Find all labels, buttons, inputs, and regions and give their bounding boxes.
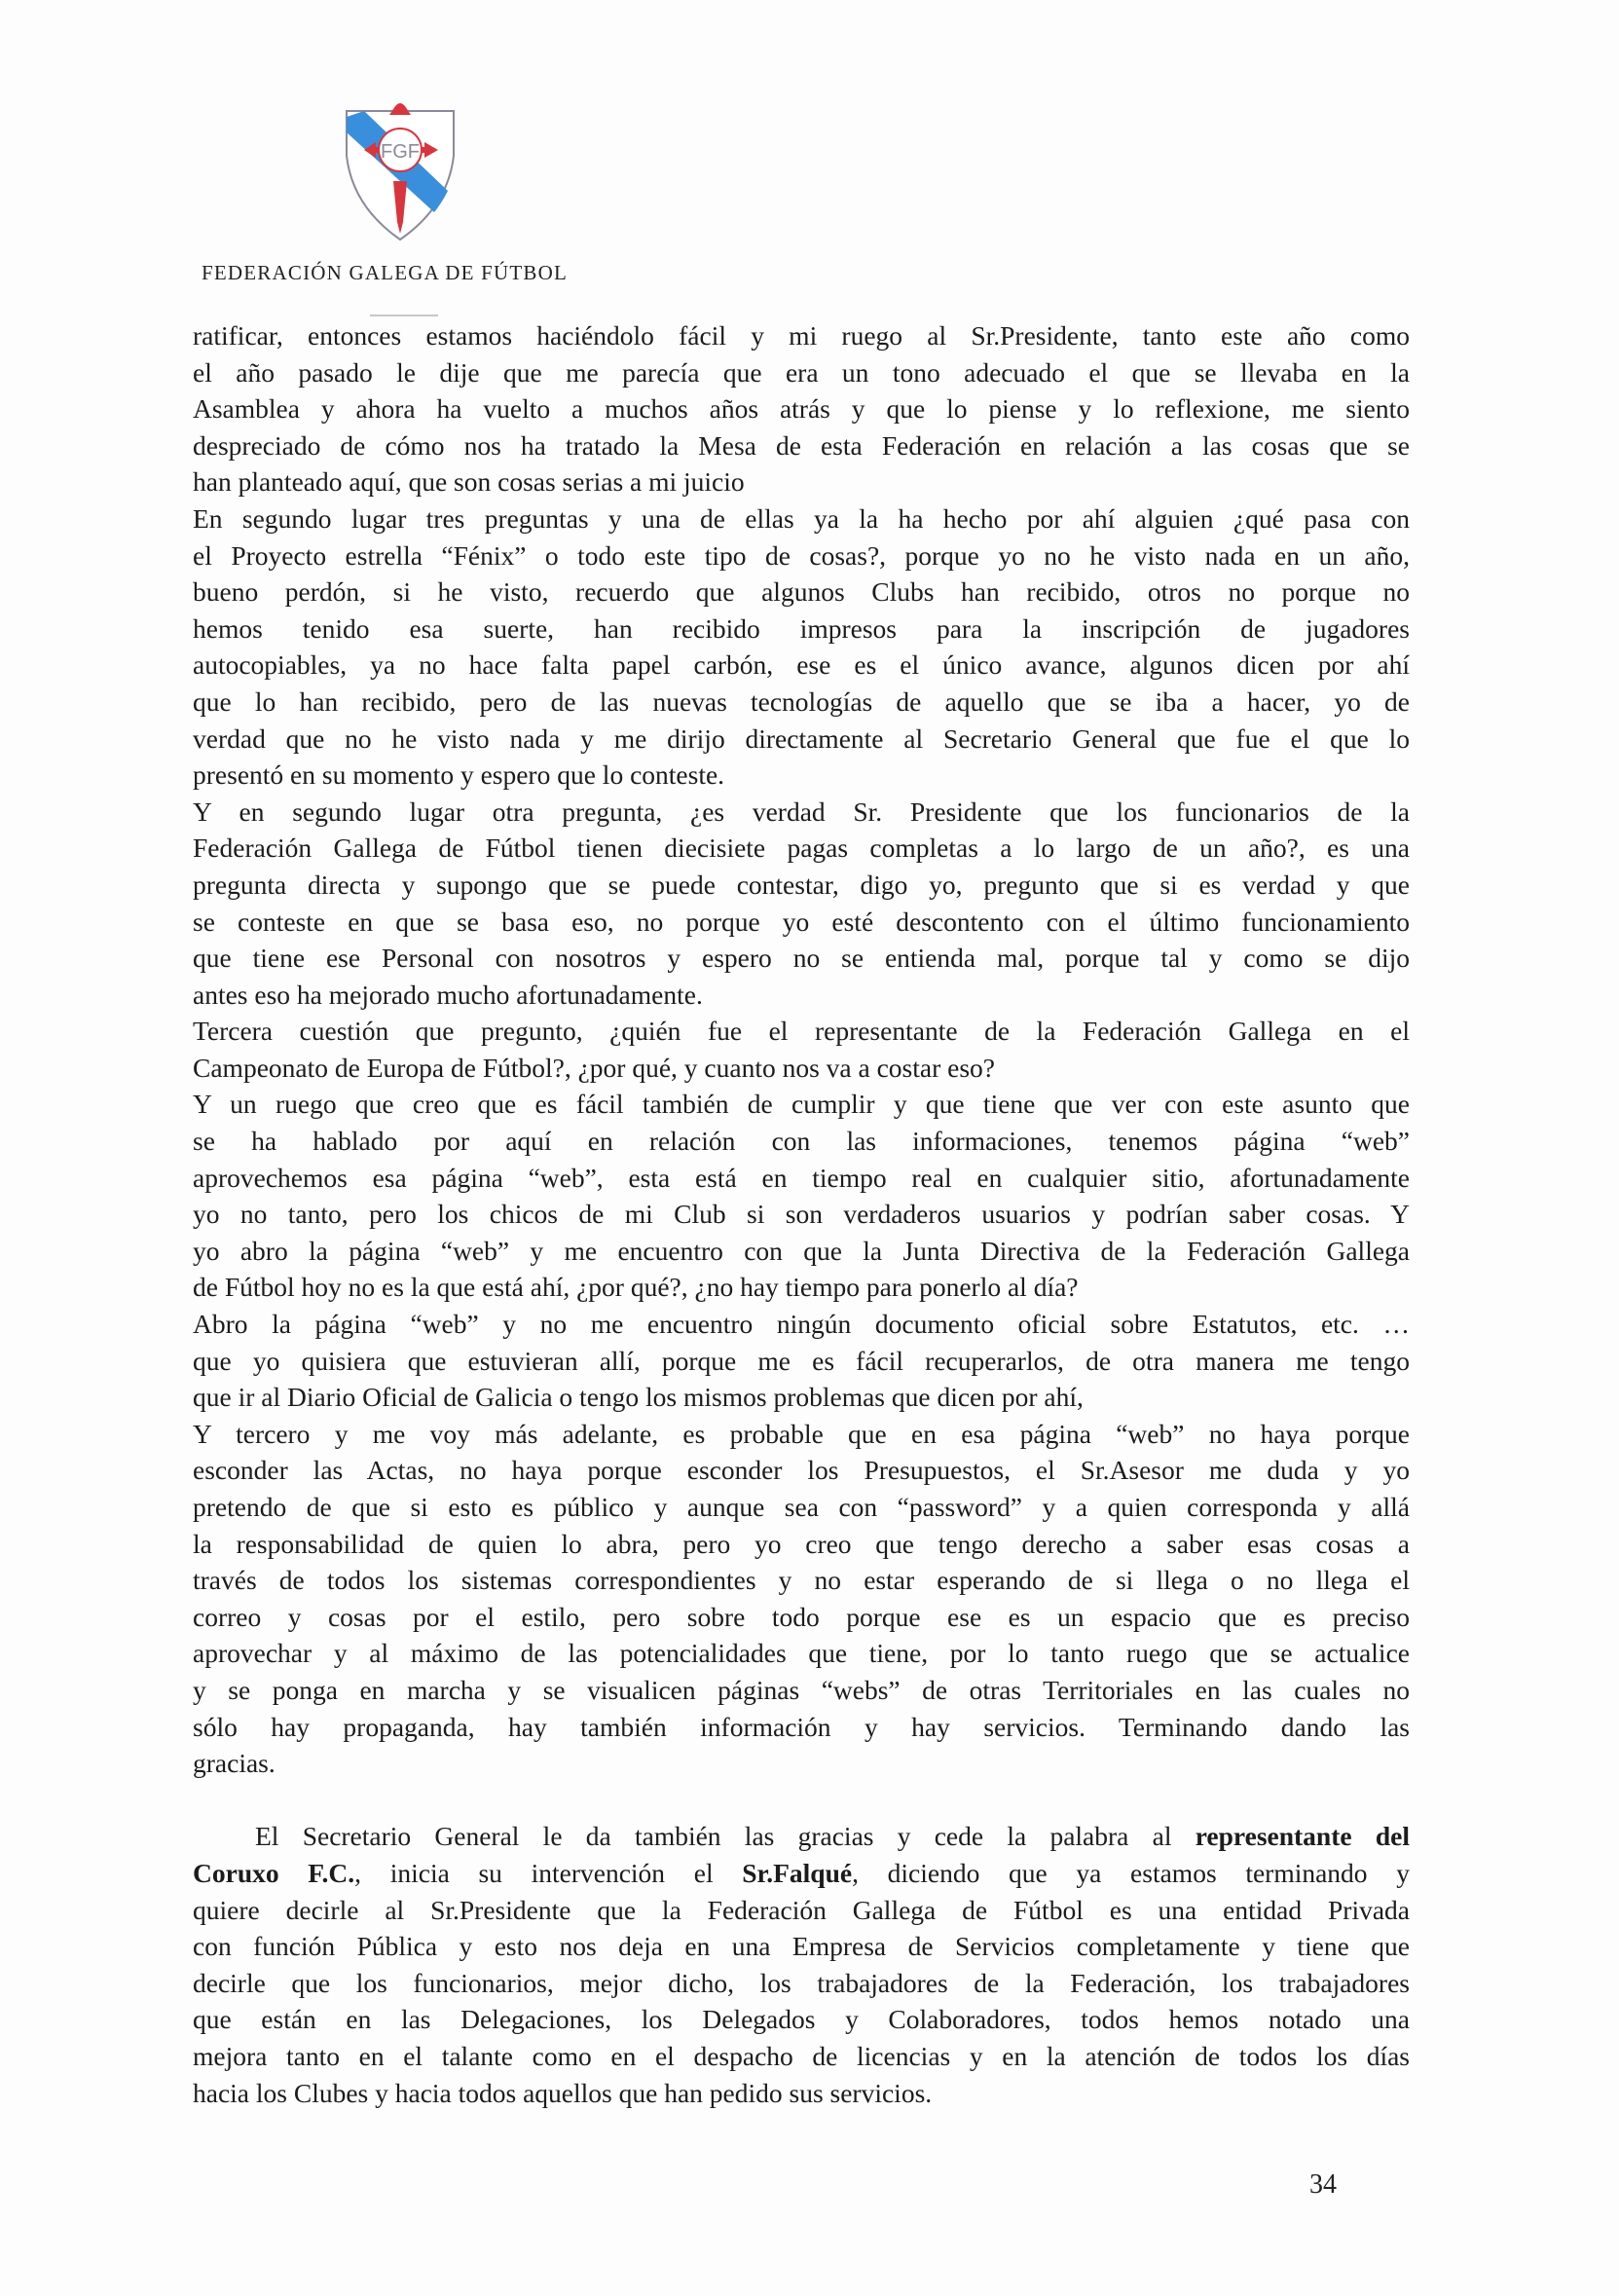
paragraph-2: [193, 500, 1410, 794]
text-line: Coruxo F.C., inicia su intervención el Sr.Falqué, diciendo que ya estamos terminando y: [193, 1857, 1410, 1888]
bold-speaker-name: Sr.Falqué: [742, 1857, 853, 1888]
bold-club-name: Coruxo F.C.: [193, 1857, 355, 1888]
text-line: mejora tanto en el talante como en el despacho de licencias y en la atención de todos los días: [193, 2040, 1410, 2071]
paragraph-4: [193, 1013, 1410, 1086]
text-line: yo no tanto, pero los chicos de mi Club si son verdaderos usuarios y podrían saber cosas. Y: [193, 1199, 1410, 1230]
text-line: la responsabilidad de quien lo abra, pero yo creo que tengo derecho a saber esas cosas a: [193, 1528, 1410, 1559]
text-line: Asamblea y ahora ha vuelto a muchos años atrás y que lo piense y lo reflexione, me siento: [193, 393, 1410, 425]
text-line: presentó en su momento y espero que lo conteste.: [193, 759, 725, 791]
text-line: Y en segundo lugar otra pregunta, ¿es verdad Sr. Presidente que los funcionarios de la: [193, 796, 1410, 827]
document-body: [193, 317, 1410, 2111]
text-line: correo y cosas por el estilo, pero sobre todo porque ese es un espacio que es preciso: [193, 1601, 1410, 1632]
text-line: El Secretario General le da también las gracias y cede la palabra al representante del: [255, 1821, 1410, 1852]
text-line: y se ponga en marcha y se visualicen páginas “webs” de otras Territoriales en las cuales no: [193, 1674, 1410, 1705]
text-line: Federación Gallega de Fútbol tienen diecisiete pagas completas a lo largo de un año?, es una: [193, 833, 1410, 864]
text-line: En segundo lugar tres preguntas y una de ellas ya la ha hecho por ahí alguien ¿qué pasa con: [193, 502, 1410, 534]
text-line: decirle que los funcionarios, mejor dicho, los trabajadores de la Federación, los trabajadores: [193, 1967, 1410, 1998]
text-line: yo abro la página “web” y me encuentro con que la Junta Directiva de la Federación Gallega: [193, 1235, 1410, 1266]
text-line: el Proyecto estrella “Fénix” o todo este tipo de cosas?, porque yo no he visto nada en un año,: [193, 539, 1410, 571]
text-line: verdad que no he visto nada y me dirijo directamente al Secretario General que fue el que lo: [193, 722, 1410, 754]
text-line: que lo han recibido, pero de las nuevas tecnologías de aquello que se iba a hacer, yo de: [193, 685, 1410, 717]
text-line: que ir al Diario Oficial de Galicia o tengo los mismos problemas que dicen por ahí,: [193, 1382, 1084, 1413]
text-line: gracias.: [193, 1748, 276, 1779]
text-line: aprovechar y al máximo de las potencialidades que tiene, por lo tanto ruego que se actualice: [193, 1638, 1410, 1669]
paragraph-5: [193, 1086, 1410, 1306]
text-line: antes eso ha mejorado mucho afortunadamente.: [193, 979, 703, 1010]
text-line: de Fútbol hoy no es la que está ahí, ¿por qué?, ¿no hay tiempo para ponerlo al día?: [193, 1272, 1079, 1303]
text-line: pregunta directa y supongo que se puede contestar, digo yo, pregunto que si es verdad y que: [193, 869, 1410, 900]
text-line: hemos tenido esa suerte, han recibido impresos para la inscripción de jugadores: [193, 612, 1410, 644]
text-line: hacia los Clubes y hacia todos aquellos que han pedido sus servicios.: [193, 2077, 933, 2108]
svg-text:FGF: FGF: [381, 141, 420, 163]
text-line: que yo quisiera que estuvieran allí, porque me es fácil recuperarlos, de otra manera me tengo: [193, 1345, 1410, 1376]
text-line: pretendo de que si esto es público y aunque sea con “password” y a quien corresponda y allá: [193, 1492, 1410, 1522]
header-divider: [370, 315, 438, 316]
text-line: quiere decirle al Sr.Presidente que la Federación Gallega de Fútbol es una entidad Privada: [193, 1894, 1410, 1925]
organization-name: FEDERACIÓN GALEGA DE FÚTBOL: [202, 261, 568, 284]
text-line: través de todos los sistemas correspondientes y no estar esperando de si llega o no llega el: [193, 1565, 1410, 1596]
text-line: aprovechemos esa página “web”, esta está en tiempo real en cualquier sitio, afortunadamente: [193, 1162, 1410, 1193]
paragraph-1: [193, 317, 1410, 500]
paragraph-6: [193, 1306, 1410, 1416]
text-line: Abro la página “web” y no me encuentro ningún documento oficial sobre Estatutos, etc. …: [193, 1309, 1410, 1340]
text-line: autocopiables, ya no hace falta papel carbón, ese es el único avance, algunos dicen por ahí: [193, 649, 1410, 681]
bold-speaker-role: representante del: [1195, 1821, 1410, 1852]
text-line: que tiene ese Personal con nosotros y espero no se entienda mal, porque tal y como se dijo: [193, 943, 1410, 974]
text-line: se ha hablado por aquí en relación con las informaciones, tenemos página “web”: [193, 1126, 1410, 1157]
final-paragraph: [193, 1818, 1410, 2111]
text-line: se conteste en que se basa eso, no porque yo esté descontento con el último funcionamiento: [193, 906, 1410, 937]
text-line: sólo hay propaganda, hay también información y hay servicios. Terminando dando las: [193, 1711, 1410, 1742]
paragraph-7: [193, 1416, 1410, 1782]
text-line: con función Pública y esto nos deja en una Empresa de Servicios completamente y tiene que: [193, 1931, 1410, 1962]
paragraph-spacer: [193, 1782, 1410, 1819]
text-line: Y tercero y me voy más adelante, es probable que en esa página “web” no haya porque: [193, 1418, 1410, 1449]
paragraph-3: [193, 794, 1410, 1014]
text-line: Y un ruego que creo que es fácil también de cumplir y que tiene que ver con este asunto que: [193, 1089, 1410, 1120]
text-line: bueno perdón, si he visto, recuerdo que algunos Clubs han recibido, otros no porque no: [193, 576, 1410, 608]
text-line: han planteado aquí, que son cosas serias a mi juicio: [193, 466, 745, 498]
text-line: esconder las Actas, no haya porque esconder los Presupuestos, el Sr.Asesor me duda y yo: [193, 1455, 1410, 1486]
page-number: 34: [1309, 2169, 1337, 2200]
text-line: Tercera cuestión que pregunto, ¿quién fue el representante de la Federación Gallega en el: [193, 1016, 1410, 1047]
text-line: el año pasado le dije que me parecía que era un tono adecuado el que se llevaba en la: [193, 356, 1410, 388]
text-line: que están en las Delegaciones, los Delegados y Colaboradores, todos hemos notado una: [193, 2004, 1410, 2035]
text-line: despreciado de cómo nos ha tratado la Mesa de esta Federación en relación a las cosas que se: [193, 429, 1410, 461]
text-line: Campeonato de Europa de Fútbol?, ¿por qué, y cuanto nos va a costar eso?: [193, 1052, 995, 1083]
text-line: ratificar, entonces estamos haciéndolo fácil y mi ruego al Sr.Presidente, tanto este año como: [193, 320, 1410, 351]
fgf-shield-logo-icon: [339, 97, 461, 243]
